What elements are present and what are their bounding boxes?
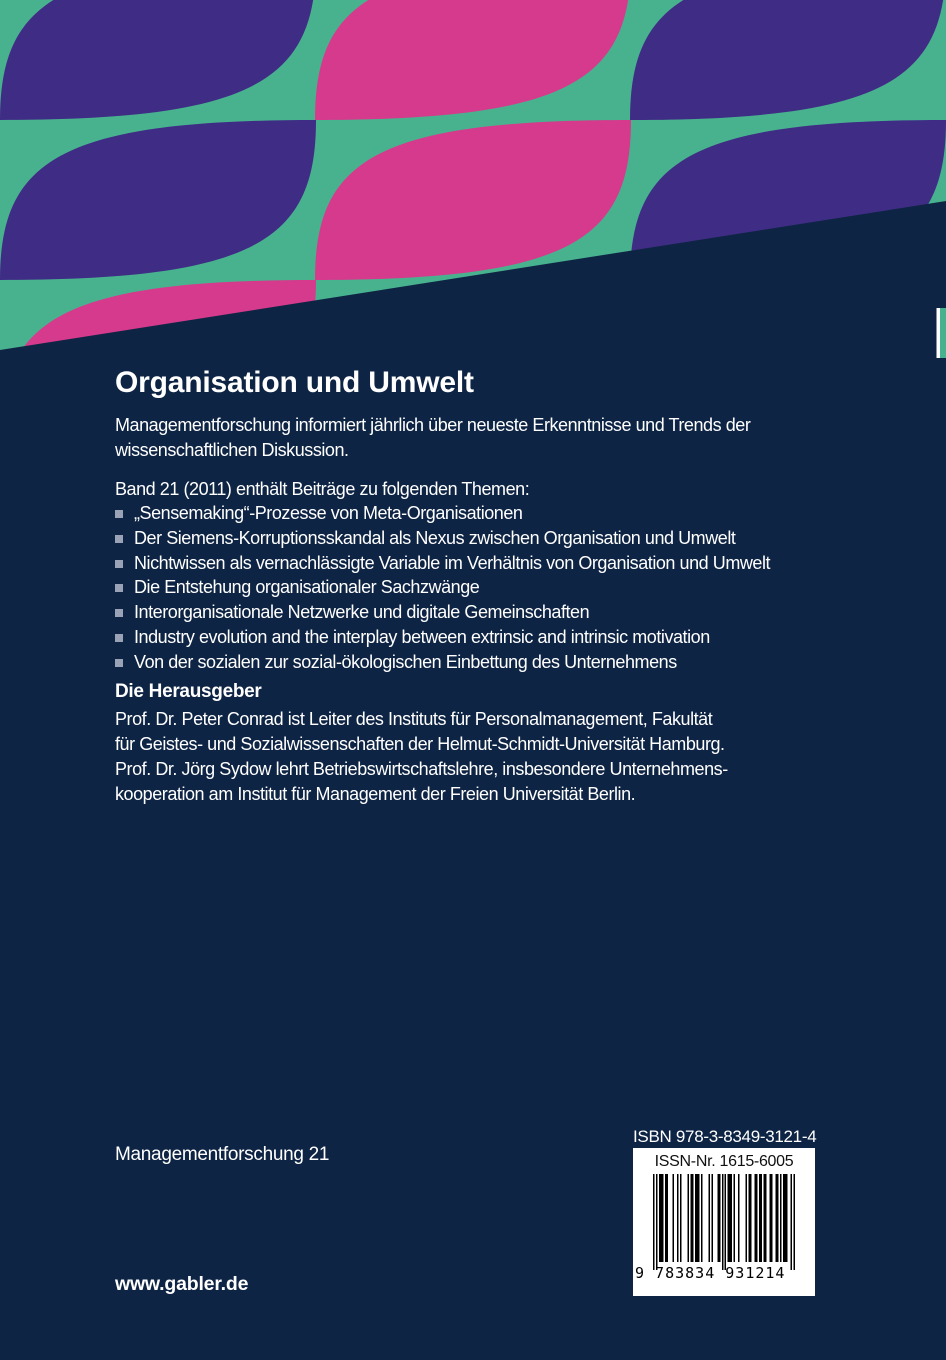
barcode-digits: 9 783834 931214 <box>635 1264 786 1282</box>
isbn-barcode-box <box>633 1148 815 1296</box>
bullet-square-icon <box>115 584 123 592</box>
list-item <box>115 625 770 650</box>
list-item <box>115 600 770 625</box>
editors-heading: Die Herausgeber <box>115 681 262 702</box>
editors-line: für Geistes- und Sozialwissenschaften der Helmut-Schmidt-Universität Hamburg. <box>115 734 725 754</box>
intro-line: wissenschaftlichen Diskussion. <box>115 440 349 460</box>
editors-line: Prof. Dr. Peter Conrad ist Leiter des Instituts für Personalmanagement, Fakultät <box>115 709 713 729</box>
band-heading: Band 21 (2011) enthält Beiträge zu folgenden Themen: <box>115 479 530 499</box>
bullet-square-icon <box>115 634 123 642</box>
topics-list <box>115 501 770 675</box>
bullet-square-icon <box>115 609 123 617</box>
publisher-website: www.gabler.de <box>115 1273 249 1295</box>
list-item <box>115 501 770 526</box>
topic-label: Von der sozialen zur sozial-ökologischen Einbettung des Unternehmens <box>134 651 677 672</box>
bullet-square-icon <box>115 510 123 518</box>
list-item <box>115 575 770 600</box>
topic-label: Interorganisationale Netzwerke und digitale Gemeinschaften <box>134 602 590 623</box>
topic-label: Der Siemens-Korruptionsskandal als Nexus zwischen Organisation und Umwelt <box>134 527 736 548</box>
topic-label: Die Entstehung organisationaler Sachzwänge <box>134 577 480 598</box>
list-item <box>115 650 770 675</box>
editors-line: kooperation am Institut für Management der Freien Universität Berlin. <box>115 784 636 804</box>
bullet-square-icon <box>115 560 123 568</box>
topic-label: Nichtwissen als vernachlässigte Variable im Verhältnis von Organisation und Umwelt <box>134 552 771 573</box>
intro-line: Managementforschung informiert jährlich über neueste Erkenntnisse und Trends der <box>115 415 751 435</box>
editors-line: Prof. Dr. Jörg Sydow lehrt Betriebswirtschaftslehre, insbesondere Unternehmens- <box>115 759 728 779</box>
intro-paragraph <box>115 413 750 463</box>
topic-label: Industry evolution and the interplay between extrinsic and intrinsic motivation <box>134 626 710 647</box>
list-item <box>115 551 770 576</box>
bullet-square-icon <box>115 535 123 543</box>
bullet-square-icon <box>115 659 123 667</box>
ean13-barcode <box>653 1174 795 1270</box>
series-label: Managementforschung 21 <box>115 1144 330 1165</box>
issn-number: ISSN-Nr. 1615-6005 <box>654 1153 794 1170</box>
editors-paragraph <box>115 707 728 807</box>
page-title: Organisation und Umwelt <box>115 366 474 399</box>
topic-label: „Sensemaking“-Prozesse von Meta-Organisationen <box>134 503 523 523</box>
list-item <box>115 526 770 551</box>
isbn-number: ISBN 978-3-8349-3121-4 <box>633 1127 817 1146</box>
